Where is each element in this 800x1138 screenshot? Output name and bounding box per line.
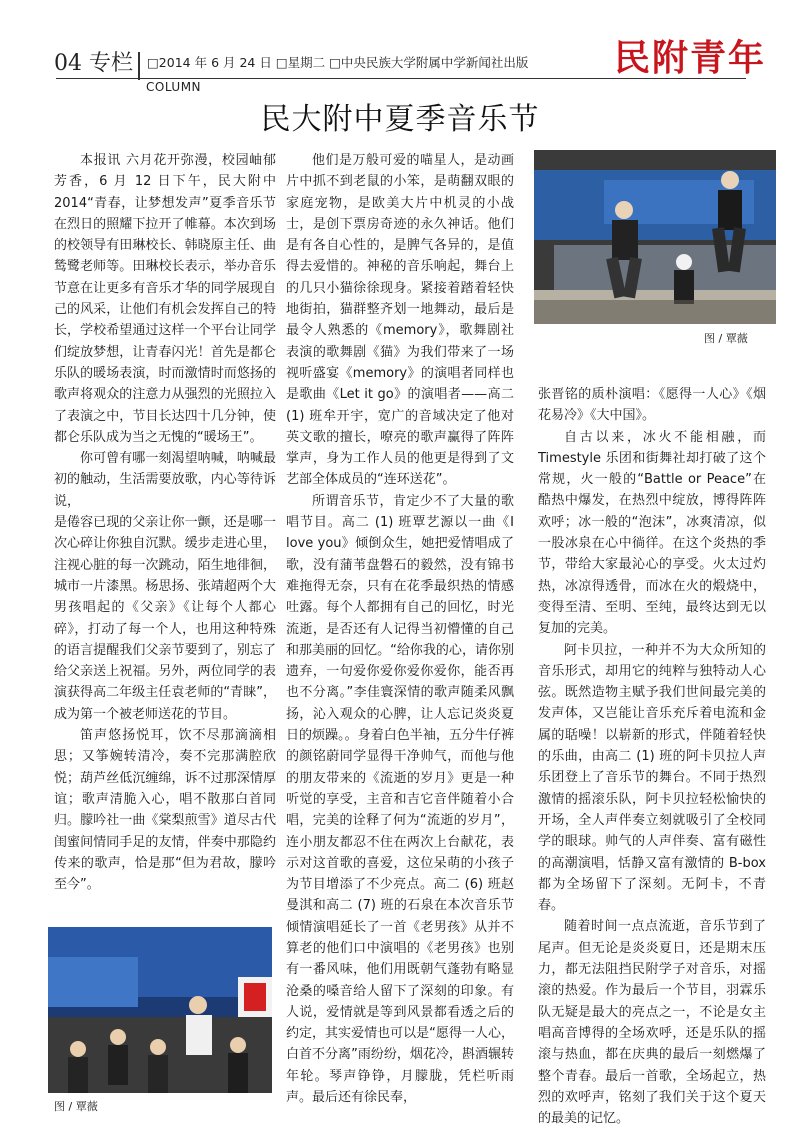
article-title: 民大附中夏季音乐节 [260, 102, 540, 137]
issue-info: □2014 年 6 月 24 日 □星期二 □中央民族大学附属中学新闻社出版 [147, 55, 529, 70]
photo-caption: 图 / 覃薇 [704, 332, 748, 345]
paragraph: 他们是万般可爱的喵星人，是动画片中抓不到老鼠的小笨，是萌翻双眼的家庭宠物，是欧美大片中机灵的小战士，是创下票房奇迹的永久神话。他们是有各自心性的，是脾气各异的，是值得去爱惜的。神秘的音乐响起，舞台上的几只小猫徐徐现身。紧接着踏着轻快地街拍，猫群整齐划一地舞动，最后是最令人熟悉的《memory》，歌舞剧社表演的歌舞剧《猫》为我们带来了一场视听盛宴《memory》的演唱者同样也是歌曲《Let it go》的演唱者——高二 (1) 班牟开宇，宽广的音域决定了他对英文歌的擅长，嘹亮的歌声赢得了阵阵掌声，身为工作人员的他更是得到了文艺部全体成员的“连环送花”。 [286, 153, 514, 488]
paragraph: 本报讯 六月花开弥漫，校园岫郁芳香，6 月 12 日下午，民大附中 2014“青春，让梦想发声”夏季音乐节在烈日的照耀下拉开了帷幕。本次到场的校领导有田琳校长、韩晓原主任、曲鸶鹭老师等。田琳校长表示，举办音乐节意在让更多有音乐才华的同学展现自己的风采，让他们有机会发挥自己的特长，学校希望通过这样一个平台让同学们绽放梦想，让青春闪光！首先是都仑乐队的暖场表演，时而激情时而悠扬的歌声将观众的注意力从强烈的光照拉入了表演之中，节目长达四十几分钟，使都仑乐队成为当之无愧的“暖场王”。 [54, 153, 276, 445]
paragraph: 你可曾有哪一刻渴望呐喊，呐喊最初的触动，生活需要放歌，内心等待诉说， [54, 451, 276, 509]
paragraph: 所谓音乐节，肯定少不了大量的歌唱节目。高二 (1) 班覃艺源以一曲《I love you》倾倒众生，她把爱情唱成了歌，没有蒲苇盘磐石的毅然，没有锦书难拖得无奈，只有在花季最织热的情感吐露。每个人都拥有自己的回忆，时光流逝，是否还有人记得当初懵懂的自己和那美丽的回忆。“给你我的心，请你别遗弃，一句爱你爱你爱你爱你，能否再也不分离。”李佳寰深情的歌声随柔风飘扬，沁入观众的心脾，让人忘记炎炎夏日的烦躁。。身着白色半袖，五分牛仔裤的颜铭蔚同学显得干净帅气，而他与他的朋友带来的《流逝的岁月》更是一种听觉的享受，主音和吉它音伴随着小合唱，完美的诠释了何为“流逝的岁月”，连小朋友都忍不住在两次上台献花，表示对这首歌的喜爱，这位呆萌的小孩子为节目增添了不少亮点。高二 (6) 班赵曼淇和高二 (7) 班的石泉在本次音乐节倾情演唱延长了一首《老男孩》从并不算老的他们口中演唱的《老男孩》也别有一番风味，他们用既朝气蓬勃有略显沧桑的嗓音给人留下了深刻的印象。有人说，爱情就是等到风景都看透之后的约定，其实爱情也可以是“愿得一人心，白首不分离”雨纷纷，烟花冷，斟酒辗转年轮。琴声铮铮，月朦胧，凭栏听雨声。最后还有徐民奉， [286, 493, 514, 1106]
paragraph: 笛声悠扬悦耳，饮不尽那滴滴相思；又筝婉转清冷，奏不完那满腔欣悦；葫芦丝低沉缠绵，诉不过那深情厚谊；歌声清脆入心，唱不散那白首同归。朦吟社一曲《棠梨煎雪》道尽古代闺蜜间情同手足的友情，伴奏中那隐约传来的歌声，恰是那“但为君故，朦吟至今”。 [54, 728, 276, 893]
article-column-2 [286, 150, 514, 1108]
page-number: 04 专栏 [54, 51, 133, 76]
photo-caption: 图 / 覃薇 [54, 1100, 98, 1113]
photo-stage-singer-image [48, 927, 272, 1093]
paragraph: 自古以来，冰火不能相融，而 Timestyle 乐团和街舞社却打破了这个常规，火一般的“Battle or Peace”在酷热中爆发，在热烈中绽放，博得阵阵欢呼；冰一般的“泡沫”，冰爽清凉，似一股冰泉在心中徜徉。在这个炎热的季节，带给大家最沁心的享受。火太过灼热，冰凉得透骨，而冰在火的煅烧中，变得至清、至明、至纯，最终达到无以复加的完美。 [538, 429, 766, 637]
header-divider [138, 52, 140, 80]
page-header [0, 0, 800, 95]
article-column-1 [54, 150, 276, 895]
paragraph: 阿卡贝拉，一种并不为大众所知的音乐形式，却用它的纯粹与独特动人心弦。既然造物主赋予我们世间最完美的发声体，又岂能让音乐充斥着电流和金属的聒噪！以崭新的形式，伴随着轻快的乐曲，由高二 (1) 班的阿卡贝拉人声乐团登上了音乐节的舞台。不同于热烈激情的摇滚乐队，阿卡贝拉轻松愉快的开场，全人声伴奏立刻就吸引了全校同学的眼球。帅气的人声伴奏、富有磁性的高潮演唱，恬静又富有激情的 B-box 都为全场留下了深刻。无阿卡，不青春。 [538, 642, 766, 914]
paragraph: 是倦容已现的父亲让你一颤，还是哪一次心碎让你独自沉默。缓步走进心里，注视心脏的每一次跳动，陌生地徘徊，城市一片漆黑。杨思扬、张靖超两个大男孩唱起的《父亲》《让每个人都心碎》，打动了每一个人，也用这种特殊的语言提醒我们父亲节要到了，别忘了给父亲送上祝福。另外，两位同学的表演获得高二年级主任袁老师的“青睐”，成为第一个被老师送花的节目。 [54, 515, 276, 722]
photo-street-dance [534, 150, 776, 324]
column-label: COLUMN [146, 80, 202, 94]
paragraph: 随着时间一点点流逝，音乐节到了尾声。但无论是炎炎夏日，还是期末压力，都无法阻挡民附学子对音乐，对摇滚的热爱。作为最后一个节目，羽霖乐队无疑是最大的亮点之一，不论是女主唱高音博得的全场欢呼，还是乐队的摇滚与热血，都在庆典的最后一刻燃爆了整个青春。最后一首歌，全场起立，热烈的欢呼声，铭刻了我们关于这个夏天的最美的记忆。 [538, 919, 766, 1127]
article-column-3 [538, 384, 766, 1129]
paragraph: 张晋铭的质朴演唱：《愿得一人心》《烟花易冷》《大中国》。 [538, 387, 766, 424]
masthead-logo: 民附青年 [614, 37, 767, 79]
photo-stage-singer [48, 927, 272, 1093]
photo-street-dance-image [534, 150, 776, 324]
